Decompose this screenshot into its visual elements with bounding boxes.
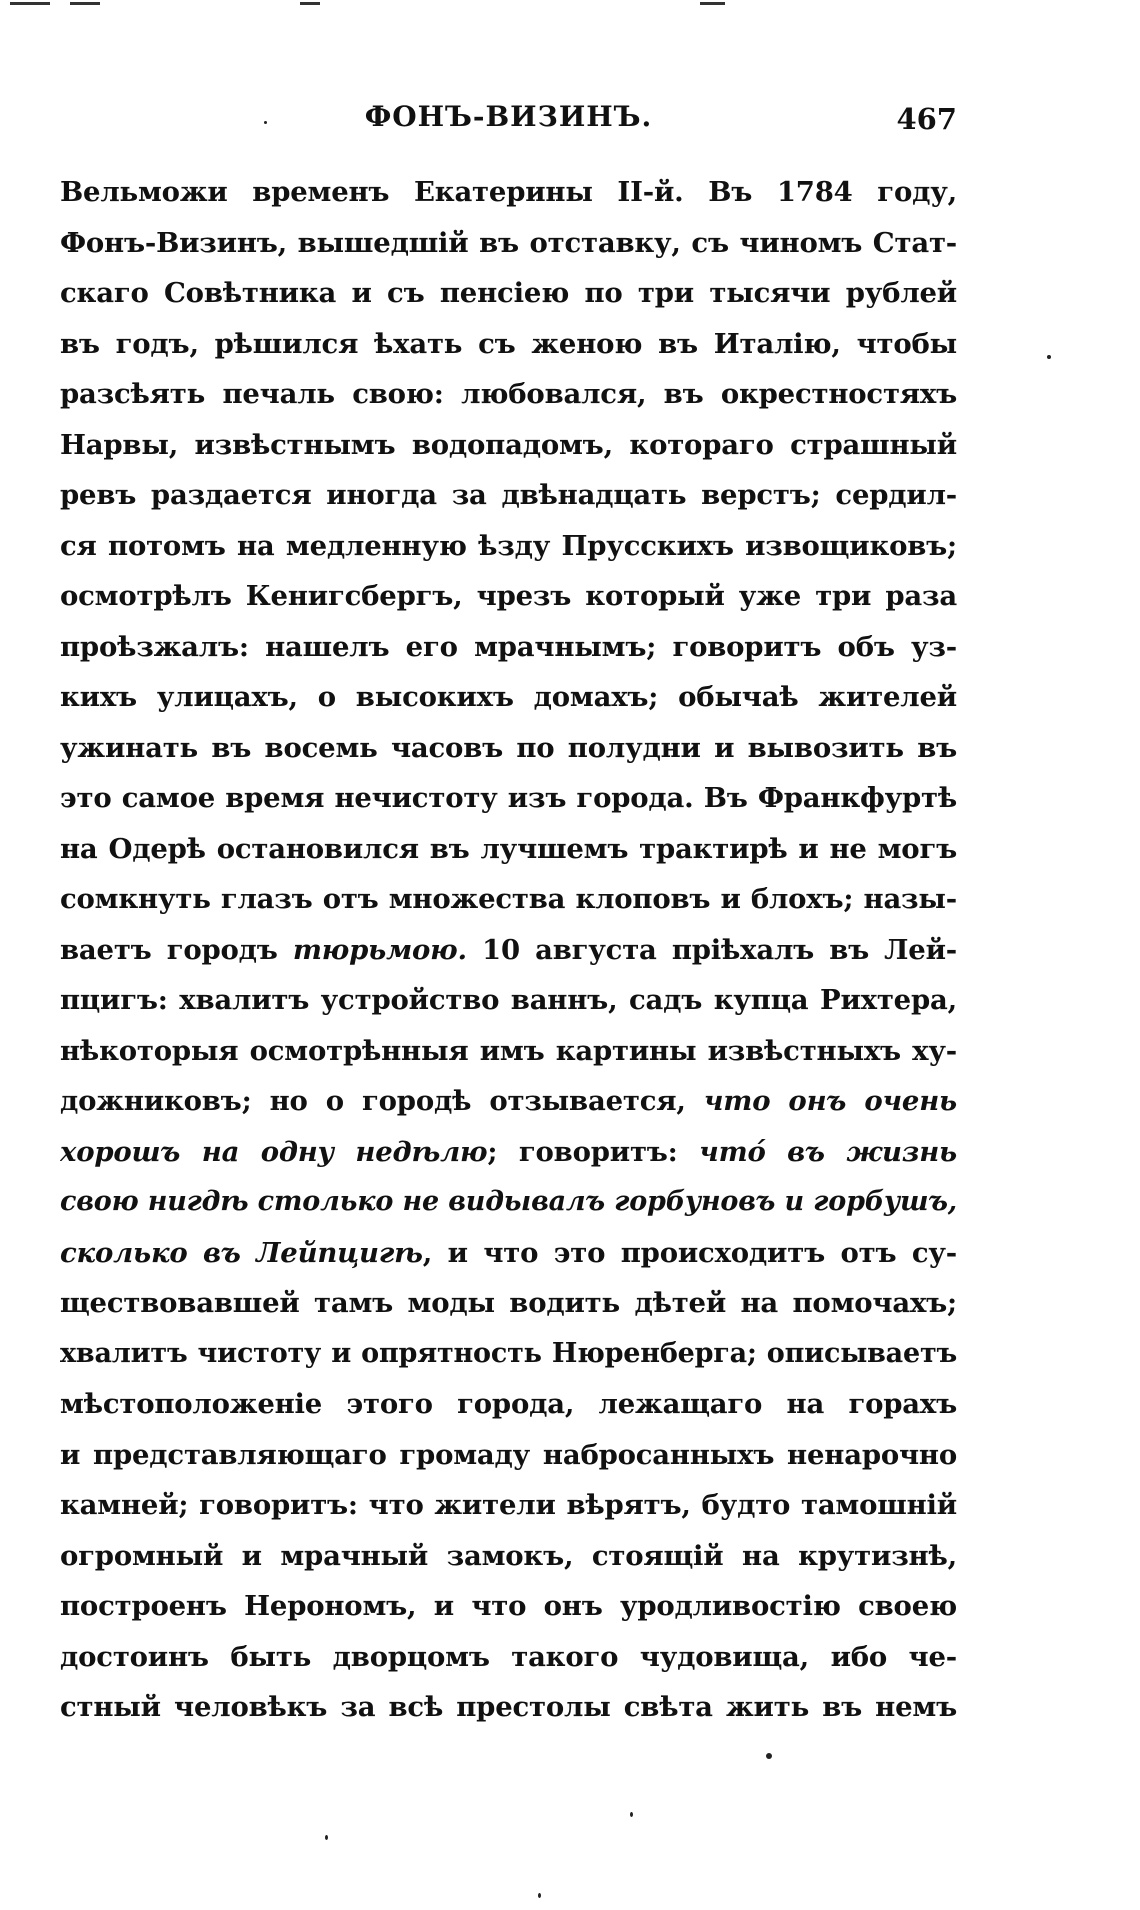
text-segment: ужинать въ восемь часовъ по полудни и вывозить въ [60,731,957,764]
text-segment: осмотрѣлъ Кенигсбергъ, чрезъ который уже три раза [60,580,957,612]
text-segment: Фонъ-Визинъ, вышедшій въ отставку, съ чиномъ Стат- [60,226,957,259]
text-segment: кихъ улицахъ, о высокихъ домахъ; обычаѣ жителей [60,681,957,713]
text-line [60,723,957,774]
text-line [60,1329,957,1380]
text-line [60,218,957,269]
text-line [60,1026,957,1077]
text-segment: ваетъ городъ [60,933,293,966]
text-line [60,975,957,1026]
text-line [60,1177,957,1228]
text-line [60,925,957,976]
text-segment: построенъ Нерономъ, и что онъ уродливостію своею [60,1590,957,1622]
text-segment: Нарвы, извѣстнымъ водопадомъ, котораго страшный [60,428,957,461]
text-segment: скаго Совѣтника и съ пенсіею по три тысячи рублей [60,277,957,309]
text-line [60,470,957,521]
italic-text-segment: хорошъ на одну недѣлю [60,1135,488,1168]
text-line [60,1228,957,1279]
text-segment: огромный и мрачный замокъ, стоящій на крутизнѣ, [60,1539,957,1572]
text-line [60,1581,957,1632]
text-line [60,773,957,824]
text-line [60,167,957,218]
text-segment: ; говоритъ: [487,1135,700,1168]
scan-speck [630,1812,633,1817]
text-segment: достоинъ быть дворцомъ такого чудовища, ибо че- [60,1640,957,1673]
text-segment: и представляющаго громаду набросанныхъ ненарочно [60,1438,957,1471]
text-segment: камней; говоритъ: что жители вѣрятъ, будто тамошній [60,1489,957,1521]
text-line [60,1682,957,1733]
text-segment: ществовавшей тамъ моды водить дѣтей на помочахъ; [60,1287,957,1319]
text-line [60,622,957,673]
text-segment: дожниковъ; но о городѣ отзывается, [60,1085,704,1117]
scan-speck [325,1835,328,1840]
italic-text-segment: что онъ очень [703,1085,957,1117]
text-segment: это самое время нечистоту изъ города. Въ Франкфуртѣ [60,782,957,814]
text-segment: сомкнуть глазъ отъ множества клоповъ и блохъ; назы- [60,883,957,915]
italic-text-segment: что́ въ жизнь [699,1135,957,1168]
scan-speck [538,1893,541,1898]
text-line [60,319,957,370]
italic-text-segment: сколько въ Лейпцигѣ [60,1236,423,1269]
text-segment: нѣкоторыя осмотрѣнныя имъ картины извѣстныхъ ху- [60,1034,957,1067]
text-line [60,1127,957,1178]
text-line [60,824,957,875]
scan-top-edge [0,0,1140,10]
text-line [60,1632,957,1683]
text-line [60,1379,957,1430]
text-line [60,571,957,622]
text-segment: на Одерѣ остановился въ лучшемъ трактирѣ и не могъ [60,832,957,865]
scan-speck [264,121,267,124]
text-line [60,1278,957,1329]
text-segment: пцигъ: хвалитъ устройство ваннъ, садъ купца Рихтера, [60,984,957,1016]
text-line [60,1480,957,1531]
page-number: 467 [896,102,957,136]
text-segment: стный человѣкъ за всѣ престолы свѣта жить въ немъ [60,1691,957,1723]
text-line [60,672,957,723]
running-title: ФОНЪ-ВИЗИНЪ. [364,100,653,133]
italic-text-segment: тюрьмою. [292,933,467,966]
italic-text-segment: свою нигдѣ столько не видывалъ горбуновъ и горбушъ, [60,1186,957,1217]
text-segment: ревъ раздается иногда за двѣнадцать верстъ; сердил- [60,479,957,511]
text-segment: хвалитъ чистоту и опрятность Нюренберга; описываетъ [60,1337,957,1369]
text-line [60,268,957,319]
text-line [60,1076,957,1127]
text-segment: , и что это происходитъ отъ су- [422,1236,957,1269]
scan-speck [766,1753,772,1759]
text-line [60,420,957,471]
text-segment: мѣстоположеніе этого города, лежащаго на горахъ [60,1388,957,1420]
text-line [60,369,957,420]
text-line [60,1430,957,1481]
text-segment: 10 августа пріѣхалъ въ Лей- [466,933,957,966]
text-line [60,874,957,925]
text-line [60,521,957,572]
text-segment: въ годъ, рѣшился ѣхать съ женою въ Италію, чтобы [60,327,957,360]
page-header [60,100,957,140]
body-text [60,167,957,1733]
text-segment: Вельможи временъ Екатерины II-й. Въ 1784 году, [60,176,957,208]
text-segment: разсѣять печаль свою: любовался, въ окрестностяхъ [60,378,957,410]
text-segment: ся потомъ на медленную ѣзду Прусскихъ извощиковъ; [60,529,957,562]
text-line [60,1531,957,1582]
scan-speck [1047,355,1051,359]
text-segment: проѣзжалъ: нашелъ его мрачнымъ; говоритъ объ уз- [60,630,957,663]
